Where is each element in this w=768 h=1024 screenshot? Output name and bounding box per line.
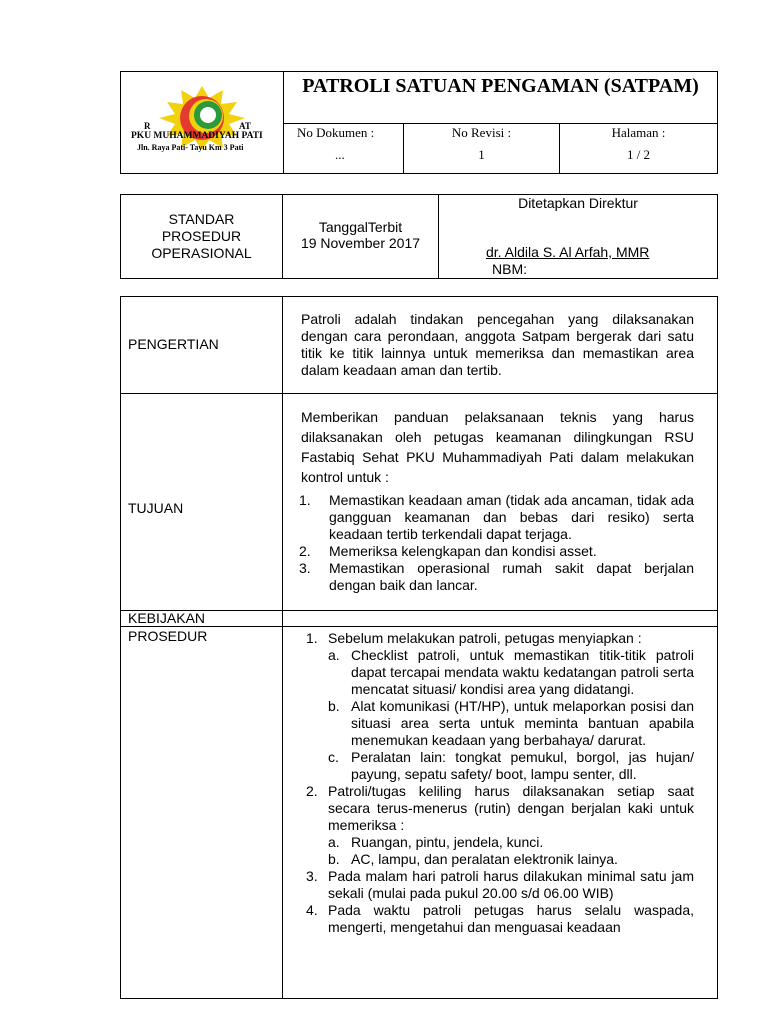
list-item [299,560,694,594]
list-item [306,783,694,834]
section-label-prosedur: PROSEDUR [128,628,208,644]
nbm-label: NBM: [492,261,527,277]
page-label: Halaman : [611,125,666,140]
list-number: a. [328,834,340,850]
list-number: c. [328,749,339,765]
logo-text-left: R [144,121,151,131]
list-number: 4. [306,902,318,918]
set-by-label: Ditetapkan Direktur [518,195,638,211]
sub-list-item [328,698,694,749]
list-item-text: AC, lampu, dan peralatan elektronik lainya. [351,851,618,867]
list-item-text: Pada malam hari patroli harus dilakukan minimal satu jam sekali (mulai pada pukul 20.00 s/d 06.00 WIB) [328,868,694,901]
document-title: PATROLI SATUAN PENGAMAN (SATPAM) [302,75,699,97]
sop-content-table [120,296,718,999]
logo-caption [121,121,283,153]
hospital-logo-block [121,72,283,173]
list-item-text: Checklist patroli, untuk memastikan titik-titik patroli dapat tercapai mendata waktu kedatangan patroli serta mencatat situasi/ kondisi area yang didatangi. [351,647,694,697]
pengertian-text: Patroli adalah tindakan pencegahan yang dilaksanakan dengan cara perondaan, anggota Satpam bergerak dari satu titik ke titik lainnya untuk memeriksa dan memastikan area dalam keadaan aman dan tertib. [301,311,694,378]
issue-date-value: 19 November 2017 [300,235,421,251]
list-item-text: Sebelum melakukan patroli, petugas menyiapkan : [328,630,642,646]
prosedur-list [306,630,694,936]
sub-list-item [328,749,694,783]
sub-list-item [328,851,694,868]
list-item-text: Pada waktu patroli petugas harus selalu waspada, mengerti, mengetahui dan menguasai keadaan [328,902,694,935]
section-label-tujuan: TUJUAN [128,500,184,516]
divider [282,297,283,998]
list-number: 3. [299,560,311,576]
list-item-text: Ruangan, pintu, jendela, kunci. [351,834,544,850]
section-label-kebijakan: KEBIJAKAN [128,610,206,626]
divider [121,610,717,611]
list-number: 1. [306,630,318,646]
list-item [299,543,694,560]
list-item [306,902,694,936]
sub-list-item [328,834,694,851]
list-number: 1. [299,492,311,508]
list-item [299,492,694,543]
list-number: 3. [306,868,318,884]
divider [121,626,717,627]
list-number: a. [328,647,340,663]
sop-info-table [120,194,718,279]
page-value: 1 / 2 [626,147,651,162]
revision-label: No Revisi : [451,125,512,140]
revision-value: 1 [478,147,485,162]
divider [121,393,717,394]
list-number: 2. [306,783,318,799]
logo-address: Jln. Raya Pati- Tayu Km 3 Pati [137,143,244,152]
list-number: b. [328,698,340,714]
doc-number-value: ... [335,147,345,162]
list-item-text: Patroli/tugas keliling harus dilaksanakan setiap saat secara terus-menerus (rutin) dengan berjalan kaki untuk memeriksa : [328,783,694,833]
issue-date-label: TanggalTerbit [318,219,403,235]
tujuan-list [299,492,694,594]
list-item [306,868,694,902]
sop-type-line: STANDAR [168,211,235,227]
list-item-text: Memeriksa kelengkapan dan kondisi asset. [329,543,597,559]
list-item-text: Peralatan lain: tongkat pemukul, borgol, jas hujan/ payung, sepatu safety/ boot, lampu senter, dll. [351,749,694,782]
sub-list-item [328,647,694,698]
list-item [306,630,694,647]
issue-date [283,219,438,251]
sop-type [121,211,282,262]
section-label-pengertian: PENGERTIAN [128,336,219,352]
sop-type-line: PROSEDUR [161,228,242,244]
logo-institution-name: PKU MUHAMMADIYAH PATI [131,131,263,141]
director-name: dr. Aldila S. Al Arfah, MMR [486,244,650,260]
tujuan-intro: Memberikan panduan pelaksanaan teknis yang harus dilaksanakan oleh petugas keamanan dilingkungan RSU Fastabiq Sehat PKU Muhammadiyah Pati dalam melakukan kontrol untuk : [301,409,694,485]
list-number: b. [328,851,340,867]
list-item-text: Memastikan operasional rumah sakit dapat berjalan dengan baik dan lancar. [329,560,694,593]
list-number: 2. [299,543,311,559]
doc-number-label: No Dokumen : [297,125,375,140]
sub-list [306,834,694,868]
list-item-text: Alat komunikasi (HT/HP), untuk melaporkan posisi dan situasi area serta untuk meminta bantuan apabila menemukan keadaan yang berbahaya/ darurat. [351,698,694,748]
logo-text-right: AT [239,121,251,131]
sub-list [306,647,694,783]
list-item-text: Memastikan keadaan aman (tidak ada ancaman, tidak ada gangguan keamanan dan bebas dari resiko) serta keadaan tertib terkendali dapat terjaga. [329,492,694,542]
document-header-table [120,71,718,174]
sop-type-line: OPERASIONAL [151,245,252,261]
